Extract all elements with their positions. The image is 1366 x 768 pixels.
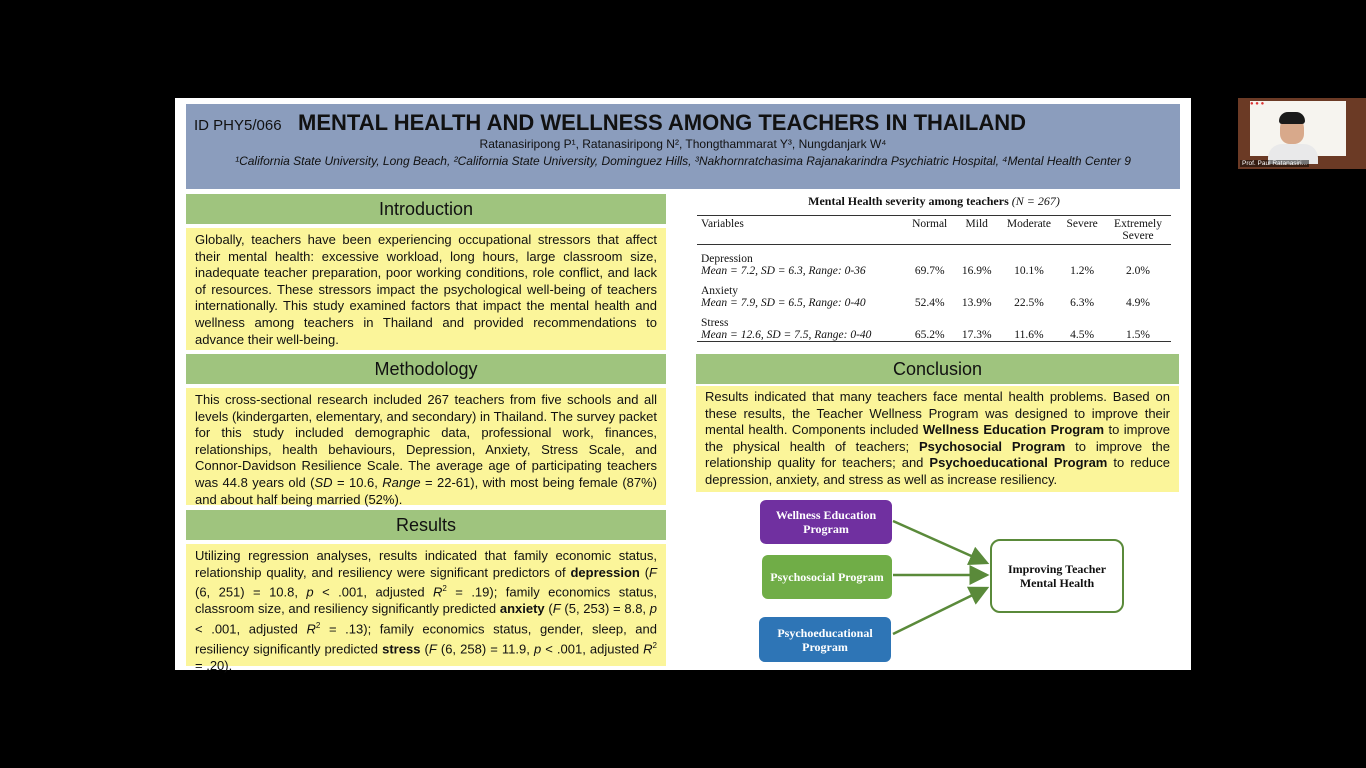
row-name: Depression — [701, 253, 753, 265]
table-cell: 6.3% — [1070, 297, 1095, 309]
presenter-name-label: Prof. Paul Ratanasiri... — [1242, 160, 1308, 167]
table-col-variables: Variables — [697, 216, 905, 245]
wellness-education-program-box: Wellness Education Program — [760, 500, 892, 544]
conclusion-body: Results indicated that many teachers face mental health problems. Based on these results, the Teacher Wellness Program was designed to improve their mental health. Components included Wellness Education Program to improve the physical health of teachers; Psychosocial Program to improve the relationship quality for teachers; and Psychoeducational Program to reduce depression, anxiety, and stress as well as increase resiliency. — [696, 386, 1179, 492]
table-cell: 1.2% — [1070, 265, 1095, 277]
table-col-extremely-severe: Extremely Severe — [1105, 216, 1171, 245]
table-cell: 11.6% — [999, 309, 1060, 342]
table-cell: 16.9% — [961, 265, 992, 277]
arrow-psychoeducational-to-target — [893, 588, 987, 634]
row-name: Anxiety — [701, 285, 739, 297]
poster-title: MENTAL HEALTH AND WELLNESS AMONG TEACHERS IN THAILAND — [298, 110, 1027, 135]
improving-teacher-mental-health-box: Improving Teacher Mental Health — [990, 539, 1124, 613]
poster-id: ID PHY5/066 — [194, 117, 282, 134]
arrow-wellness-to-target — [893, 521, 987, 563]
table-col-mild: Mild — [955, 216, 999, 245]
table-cell: 13.9% — [961, 297, 992, 309]
table-cell: 17.3% — [955, 309, 999, 342]
row-stats: Mean = 12.6, SD = 7.5, Range: 0-40 — [701, 329, 872, 341]
row-stats: Mean = 7.9, SD = 6.5, Range: 0-40 — [701, 297, 866, 309]
poster-affiliations: ¹California State University, Long Beach, ²California State University, Dominguez Hills, ³Nakhornratchasima Rajanakarindra Psychiatric Hospital, ⁴Mental Health Center 9 — [235, 154, 1131, 168]
table-cell: 1.5% — [1105, 309, 1171, 342]
psychoeducational-program-box: Psychoeducational Program — [759, 617, 891, 662]
table-cell: 52.4% — [914, 297, 945, 309]
table-title: Mental Health severity among teachers (N = 267) — [808, 194, 1060, 208]
introduction-heading: Introduction — [186, 194, 666, 224]
table-col-normal: Normal — [905, 216, 955, 245]
presenter-video-thumbnail[interactable] — [1238, 98, 1366, 169]
poster-authors: Ratanasiripong P¹, Ratanasiripong N², Thongthammarat Y³, Nungdanjark W⁴ — [479, 137, 887, 151]
row-stats: Mean = 7.2, SD = 6.3, Range: 0-36 — [701, 265, 866, 277]
table-cell: 2.0% — [1126, 265, 1150, 277]
introduction-body: Globally, teachers have been experiencing occupational stressors that affect their mental health: excessive workload, long hours, large classroom size, inadequate teacher preparation, poor working conditions, role conflict, and lack of resources. These stressors impact the psychological well-being of teachers internationally. This study examined factors that impact the mental health and wellness among teachers in Thailand and provided recommendations to advance their well-being. — [186, 228, 666, 350]
methodology-heading: Methodology — [186, 354, 666, 384]
mic-muted-icon: ● ● ● — [1250, 101, 1265, 107]
psychosocial-program-box: Psychosocial Program — [762, 555, 892, 599]
conclusion-heading: Conclusion — [696, 354, 1179, 384]
row-name: Stress — [701, 317, 729, 329]
table-cell: 4.9% — [1126, 297, 1150, 309]
table-cell: 4.5% — [1059, 309, 1105, 342]
table-cell: 22.5% — [1014, 297, 1044, 309]
table-cell: 65.2% — [905, 309, 955, 342]
presenter-hair — [1279, 112, 1305, 124]
results-heading: Results — [186, 510, 666, 540]
table-col-moderate: Moderate — [999, 216, 1060, 245]
results-body: Utilizing regression analyses, results indicated that family economic status, relationship quality, and resiliency were significant predictors of depression (F (6, 251) = 10.8, p < .001, adjusted $R^2 = .19$); family economics status, classroom size, and resiliency significantly predicted anxiety (F (5, 253) = 8.8, p < .001, adjusted $R^2 = .13$); family economics status, gender, sleep, and resiliency significantly predicted stress (F (6, 258) = 11.9, p < .001, adjusted $R^2 = .20$). — [186, 544, 666, 666]
table-col-severe: Severe — [1059, 216, 1105, 245]
poster-slide — [175, 98, 1191, 673]
table-cell: 69.7% — [914, 265, 945, 277]
methodology-body: This cross-sectional research included 267 teachers from five schools and all levels (kindergarten, elementary, and secondary) in Thailand. The survey packet for this study included demographic data, professional work, finances, relationships, health behaviours, Depression, Anxiety, Stress Scale, and Connor-Davidson Resilience Scale. The average age of participating teachers was 44.8 years old (SD = 10.6, Range = 22-61), with most being female (87%) and about half being married (52%). — [186, 388, 666, 505]
table-cell: 10.1% — [1014, 265, 1044, 277]
